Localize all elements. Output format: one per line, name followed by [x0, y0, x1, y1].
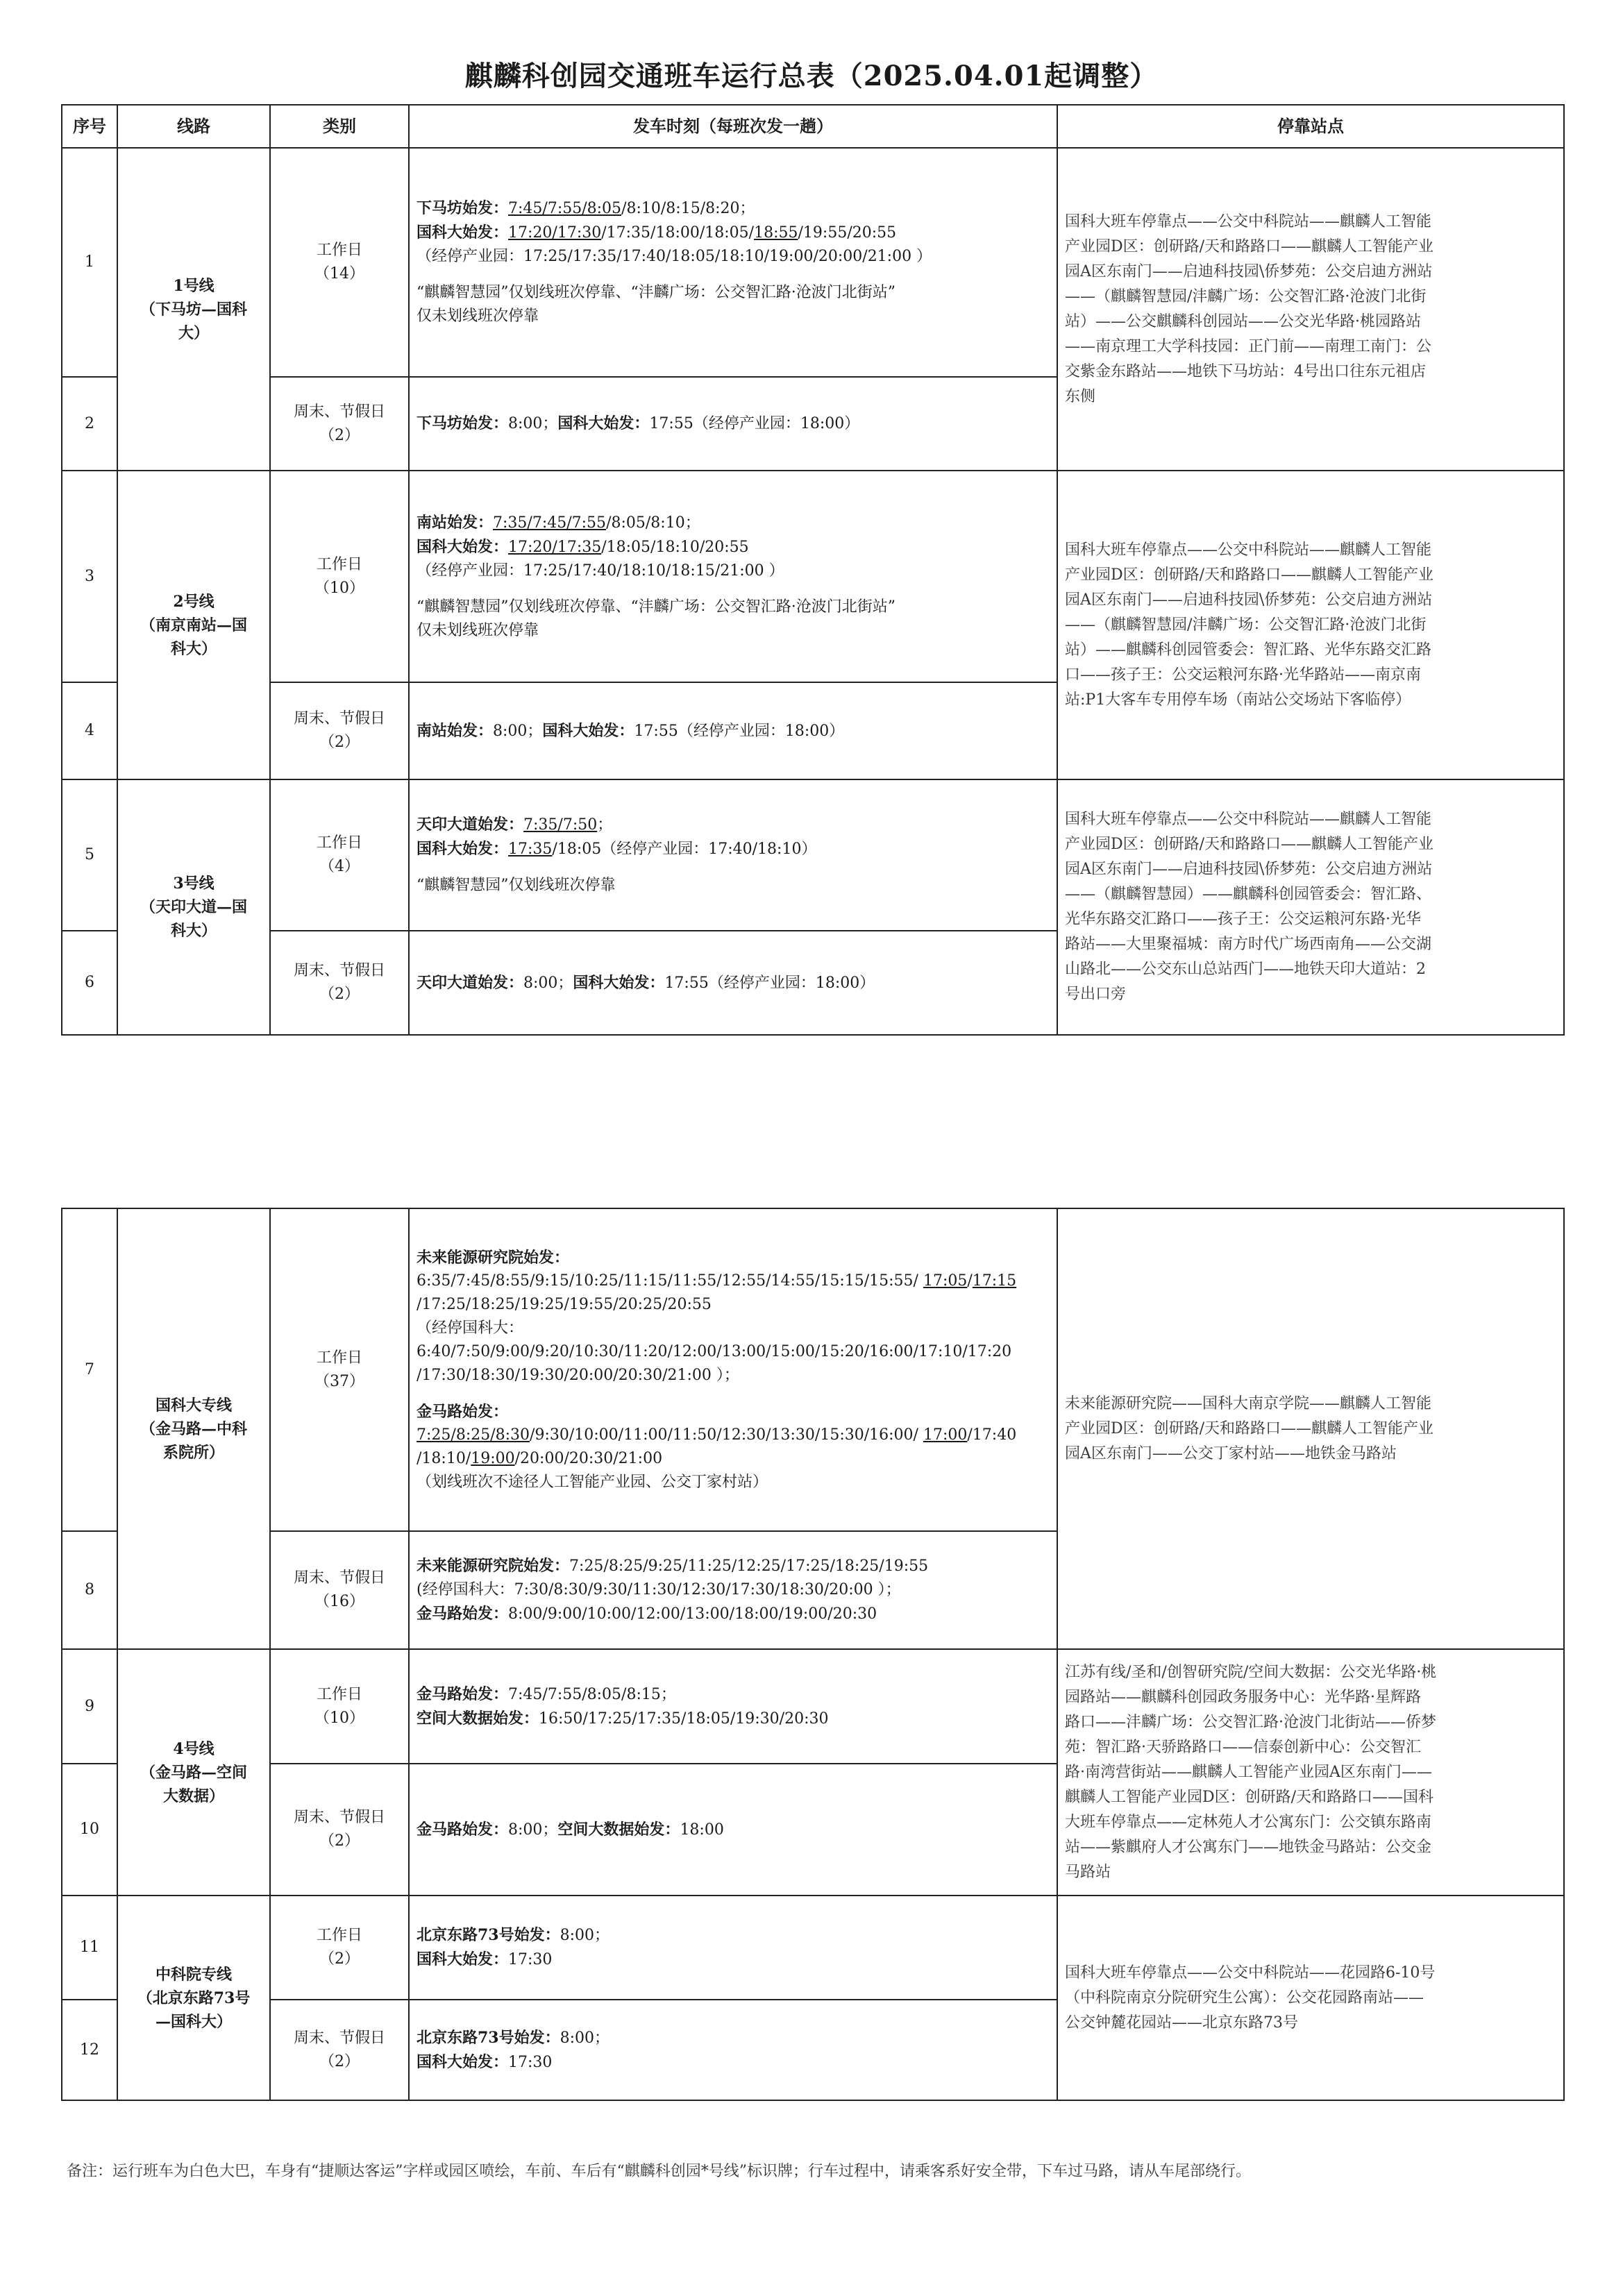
category: 周末、节假日 （2）: [270, 682, 409, 779]
category: 工作日 （37）: [270, 1208, 409, 1531]
page-title: 麒麟科创园交通班车运行总表（2025.04.01起调整）: [464, 60, 1159, 92]
category: 工作日 （14）: [270, 148, 409, 377]
stop-list: 国科大班车停靠点——公交中科院站——麒麟人工智能 产业园D区：创研路/天和路路口——麒麟人工智能产业 园A区东南门——启迪科技园\侨梦苑：公交启迪方洲站 ——（麒麟智慧园/沣麟广场：公交智汇路·沧波门北街 站）——麒麟科创园管委会：智汇路、光华东路交汇路 口——孩子王：公交运粮河东路·光华路站——南京南 站:P1大客车专用停车场（南站公交场站下客临停）: [1057, 471, 1564, 779]
stop-list: 未来能源研究院——国科大南京学院——麒麟人工智能 产业园D区：创研路/天和路路口——麒麟人工智能产业 园A区东南门——公交丁家村站——地铁金马路站: [1057, 1208, 1564, 1649]
departure-times: 下马坊始发：7:45/7:55/8:05/8:10/8:15/8:20； 国科大始发：17:20/17:30/17:35/18:00/18:05/18:55/19:55/20:55 （经停产业园：17:25/17:35/17:40/18:05/18:10/19:00/20:00/21:00 ） “麒麟智慧园”仅划线班次停靠、“沣麟广场：公交智汇路·沧波门北街站” 仅未划线班次停靠: [409, 148, 1057, 377]
departure-times: 下马坊始发：8:00；国科大始发：17:55（经停产业园：18:00）: [409, 377, 1057, 471]
header-category: 类别: [270, 105, 409, 148]
route-name: 中科院专线 （北京东路73号 —国科大）: [117, 1896, 270, 2100]
departure-times: 未来能源研究院始发： 6:35/7:45/8:55/9:15/10:25/11:15/11:55/12:55/14:55/15:15/15:55/ 17:05/17:15 /17:25/18:25/19:25/19:55/20:25/20:55 （经停国科大： 6:40/7:50/9:00/9:20/10:30/11:20/12:00/13:00/15:00/15:20/16:00/17:10/17:20 /17:30/18:30/19:30/20:00/20:30/21:00 ）； 金马路始发： 7:25/8:25/8:30/9:30/10:00/11:00/11:50/12:30/13:30/15:30/16:00/ 17:00/17:40 /18:10/19:00/20:00/20:30/21:00 （划线班次不途径人工智能产业园、公交丁家村站）: [409, 1208, 1057, 1531]
category: 工作日 （10）: [270, 1649, 409, 1764]
row-index: 6: [62, 931, 117, 1035]
departure-times: 金马路始发：7:45/7:55/8:05/8:15； 空间大数据始发：16:50/17:25/17:35/18:05/19:30/20:30: [409, 1649, 1057, 1764]
departure-times: 南站始发：8:00；国科大始发：17:55（经停产业园：18:00）: [409, 682, 1057, 779]
route-name: 3号线 （天印大道—国 科大）: [117, 779, 270, 1035]
route-name: 2号线 （南京南站—国 科大）: [117, 471, 270, 779]
table-header-row: [62, 105, 1564, 148]
row-index: 8: [62, 1531, 117, 1649]
table-row: [62, 1208, 1564, 1531]
category: 工作日 （10）: [270, 471, 409, 682]
row-index: 10: [62, 1764, 117, 1896]
schedule-table-part1: [61, 104, 1565, 1036]
row-index: 9: [62, 1649, 117, 1764]
table-row: [62, 1896, 1564, 2000]
route-name: 国科大专线 （金马路—中科 系院所）: [117, 1208, 270, 1649]
departure-times: 北京东路73号始发：8:00； 国科大始发：17:30: [409, 1896, 1057, 2000]
category: 周末、节假日 （16）: [270, 1531, 409, 1649]
schedule-table-part2: [61, 1208, 1565, 2101]
category: 周末、节假日 （2）: [270, 2000, 409, 2100]
row-index: 12: [62, 2000, 117, 2100]
route-name: 4号线 （金马路—空间 大数据）: [117, 1649, 270, 1896]
stop-list: 国科大班车停靠点——公交中科院站——麒麟人工智能 产业园D区：创研路/天和路路口——麒麟人工智能产业 园A区东南门——启迪科技园\侨梦苑：公交启迪方洲站 ——（麒麟智慧园/沣麟广场：公交智汇路·沧波门北街 站）——公交麒麟科创园站——公交光华路·桃园路站 ——南京理工大学科技园：正门前——南理工南门：公 交紫金东路站——地铁下马坊站：4号出口往东元祖店 东侧: [1057, 148, 1564, 471]
header-route: 线路: [117, 105, 270, 148]
header-stops: 停靠站点: [1057, 105, 1564, 148]
departure-times: 天印大道始发：8:00；国科大始发：17:55（经停产业园：18:00）: [409, 931, 1057, 1035]
category: 工作日 （2）: [270, 1896, 409, 2000]
table-row: [62, 1649, 1564, 1764]
stop-list: 江苏有线/圣和/创智研究院/空间大数据：公交光华路·桃 园路站——麒麟科创园政务服务中心：光华路·星辉路 路口——沣麟广场：公交智汇路·沧波门北街站——侨梦 苑：智汇路·天骄路路口——信泰创新中心：公交智汇 路·南湾营街站——麒麟人工智能产业园A区东南门—— 麒麟人工智能产业园D区：创研路/天和路路口——国科 大班车停靠点——定林苑人才公寓东门：公交镇东路南 站——紫麒府人才公寓东门——地铁金马路站：公交金 马路站: [1057, 1649, 1564, 1896]
category: 周末、节假日 （2）: [270, 1764, 409, 1896]
category: 工作日 （4）: [270, 779, 409, 931]
departure-times: 天印大道始发：7:35/7:50； 国科大始发：17:35/18:05（经停产业园：17:40/18:10） “麒麟智慧园”仅划线班次停靠: [409, 779, 1057, 931]
stop-list: 国科大班车停靠点——公交中科院站——麒麟人工智能 产业园D区：创研路/天和路路口——麒麟人工智能产业 园A区东南门——启迪科技园\侨梦苑：公交启迪方洲站 ——（麒麟智慧园）——麒麟科创园管委会：智汇路、 光华东路交汇路口——孩子王：公交运粮河东路·光华 路站——大里聚福城：南方时代广场西南角——公交湖 山路北——公交东山总站西门——地铁天印大道站：2 号出口旁: [1057, 779, 1564, 1035]
category: 周末、节假日 （2）: [270, 931, 409, 1035]
row-index: 2: [62, 377, 117, 471]
row-index: 11: [62, 1896, 117, 2000]
row-index: 3: [62, 471, 117, 682]
departure-times: 金马路始发：8:00；空间大数据始发：18:00: [409, 1764, 1057, 1896]
route-name: 1号线 （下马坊—国科 大）: [117, 148, 270, 471]
header-index: 序号: [62, 105, 117, 148]
row-index: 4: [62, 682, 117, 779]
row-index: 1: [62, 148, 117, 377]
departure-times: 北京东路73号始发：8:00； 国科大始发：17:30: [409, 2000, 1057, 2100]
table-row: [62, 148, 1564, 377]
category: 周末、节假日 （2）: [270, 377, 409, 471]
table-row: [62, 779, 1564, 931]
departure-times: 未来能源研究院始发：7:25/8:25/9:25/11:25/12:25/17:25/18:25/19:55 (经停国科大：7:30/8:30/9:30/11:30/12:30/17:30/18:30/20:00 ）； 金马路始发：8:00/9:00/10:00/12:00/13:00/18:00/19:00/20:30: [409, 1531, 1057, 1649]
row-index: 5: [62, 779, 117, 931]
departure-times: 南站始发：7:35/7:45/7:55/8:05/8:10； 国科大始发：17:20/17:35/18:05/18:10/20:55 （经停产业园：17:25/17:40/18:10/18:15/21:00 ） “麒麟智慧园”仅划线班次停靠、“沣麟广场：公交智汇路·沧波门北街站” 仅未划线班次停靠: [409, 471, 1057, 682]
stop-list: 国科大班车停靠点——公交中科院站——花园路6-10号 （中科院南京分院研究生公寓）：公交花园路南站—— 公交钟麓花园站——北京东路73号: [1057, 1896, 1564, 2100]
footnote: 备注：运行班车为白色大巴，车身有“捷顺达客运”字样或园区喷绘，车前、车后有“麒麟科创园*号线”标识牌；行车过程中，请乘客系好安全带，下车过马路，请从车尾部绕行。: [67, 2163, 1251, 2180]
row-index: 7: [62, 1208, 117, 1531]
header-departure-times: 发车时刻（每班次发一趟）: [409, 105, 1057, 148]
table-row: [62, 471, 1564, 682]
